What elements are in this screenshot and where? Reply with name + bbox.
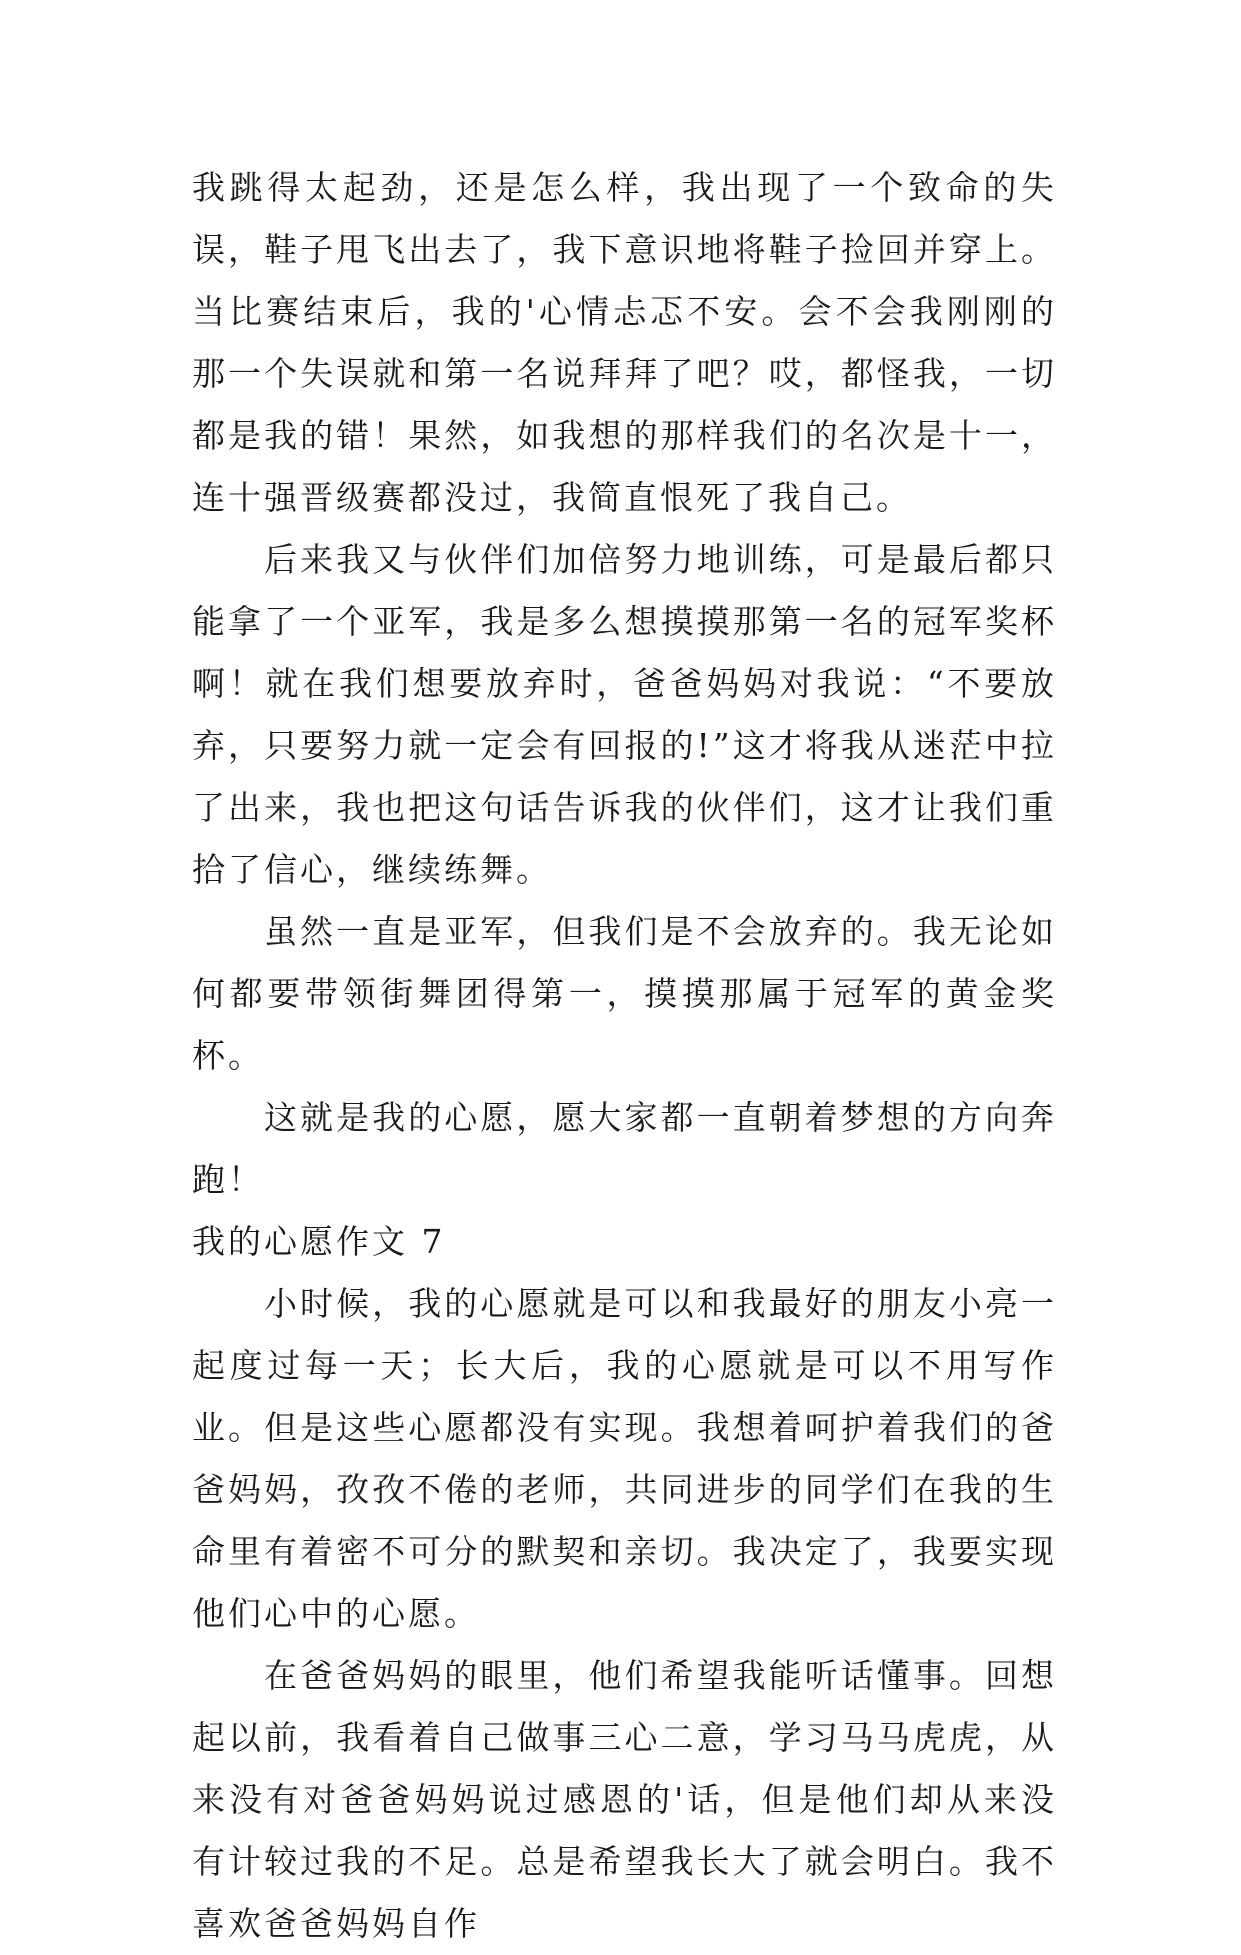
paragraph-2: 后来我又与伙伴们加倍努力地训练，可是最后都只能拿了一个亚军，我是多么想摸摸那第一名的冠军奖杯啊！就在我们想要放弃时，爸爸妈妈对我说：“不要放弃，只要努力就一定会有回报的!”这才将我从迷茫中拉了出来，我也把这句话告诉我的伙伴们，这才让我们重拾了信心，继续练舞。 <box>192 540 1057 889</box>
paragraph-5: 小时候，我的心愿就是可以和我最好的朋友小亮一起度过每一天；长大后，我的心愿就是可以不用写作业。但是这些心愿都没有实现。我想着呵护着我们的爸爸妈妈，孜孜不倦的老师，共同进步的同学们在我的生命里有着密不可分的默契和亲切。我决定了，我要实现他们心中的心愿。 <box>192 1284 1057 1633</box>
paragraph-4: 这就是我的心愿，愿大家都一直朝着梦想的方向奔跑！ <box>192 1098 1057 1199</box>
section-heading: 我的心愿作文 7 <box>192 1222 446 1261</box>
document-page <box>192 157 1057 1955</box>
paragraph-3: 虽然一直是亚军，但我们是不会放弃的。我无论如何都要带领街舞团得第一，摸摸那属于冠军的黄金奖杯。 <box>192 912 1057 1075</box>
paragraph-1: 我跳得太起劲，还是怎么样，我出现了一个致命的失误，鞋子甩飞出去了，我下意识地将鞋子捡回并穿上。当比赛结束后，我的'心情忐忑不安。会不会我刚刚的那一个失误就和第一名说拜拜了吧？哎，都怪我，一切都是我的错！果然，如我想的那样我们的名次是十一，连十强晋级赛都没过，我简直恨死了我自己。 <box>192 168 1057 517</box>
paragraph-6: 在爸爸妈妈的眼里，他们希望我能听话懂事。回想起以前，我看着自己做事三心二意，学习马马虎虎，从来没有对爸爸妈妈说过感恩的'话，但是他们却从来没有计较过我的不足。总是希望我长大了就会明白。我不喜欢爸爸妈妈自作 <box>192 1656 1057 1943</box>
